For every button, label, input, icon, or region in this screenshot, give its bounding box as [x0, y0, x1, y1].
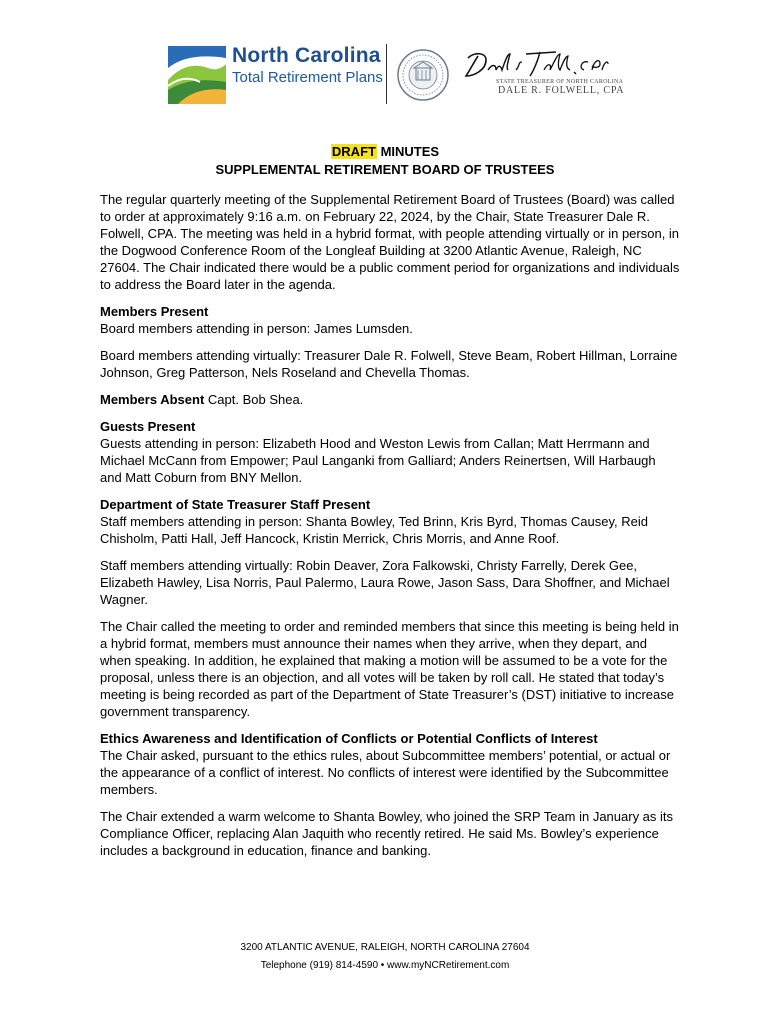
draft-highlight: DRAFT [331, 144, 376, 159]
treasurer-signature-icon [460, 48, 610, 82]
guests-heading: Guests Present [100, 419, 196, 434]
minutes-label: MINUTES [376, 144, 440, 159]
letterhead [168, 42, 625, 106]
guests-paragraph: Guests attending in person: Elizabeth Hood and Weston Lewis from Callan; Matt Herrmann and Michael McCann from Empower; Paul Langanki from Galliard; Anders Reinertsen, Will Harbaugh and Matt Coburn from BNY Mellon. [100, 436, 656, 485]
intro-paragraph: The regular quarterly meeting of the Supplemental Retirement Board of Trustees (Board) was called to order at approximately 9:16 a.m. on February 22, 2024, by the Chair, State Treasurer Dale R. Folwell, CPA. The meeting was held in a hybrid format, with people attending virtually or in person, in the Dogwood Conference Room of the Longleaf Building at 3200 Atlantic Avenue, Raleigh, NC 27604. The Chair indicated there would be a public comment period for organizations and individuals to address the Board later in the agenda. [100, 192, 680, 292]
footer-contact: Telephone (919) 814-4590 • www.myNCRetirement.com [260, 960, 510, 971]
treasurer-title: STATE TREASURER OF NORTH CAROLINA [496, 79, 624, 85]
staff-in-person: Staff members attending in person: Shanta Bowley, Ted Brinn, Kris Byrd, Thomas Causey, Reid Chisholm, Patti Hall, Jeff Hancock, Kristin Merrick, Chris Morris, and Anne Roof. [100, 514, 648, 546]
members-virtual: Board members attending virtually: Treasurer Dale R. Folwell, Steve Beam, Robert Hillman, Lorraine Johnson, Greg Patterson, Nels Roseland and Chevella Thomas. [100, 348, 678, 380]
ethics-heading: Ethics Awareness and Identification of Conflicts or Potential Conflicts of Interest [100, 731, 598, 746]
doc-title-line2: SUPPLEMENTAL RETIREMENT BOARD OF TRUSTEES [215, 162, 555, 177]
footer-address: 3200 ATLANTIC AVENUE, RALEIGH, NORTH CAROLINA 27604 [240, 942, 530, 953]
members-in-person: Board members attending in person: James Lumsden. [100, 321, 413, 336]
nc-mountain-logo-icon [168, 46, 226, 104]
org-name-line2: Total Retirement Plans [232, 69, 383, 86]
ethics-paragraph: The Chair asked, pursuant to the ethics rules, about Subcommittee members’ potential, or actual or the appearance of a conflict of interest. No conflicts of interest were identified by the Subcommittee members. [100, 748, 671, 797]
staff-virtual: Staff members attending virtually: Robin Deaver, Zora Falkowski, Christy Farrelly, Derek Gee, Elizabeth Hawley, Lisa Norris, Paul Palermo, Laura Rowe, Jason Sass, Dara Shoffner, and Michael Wagner. [100, 558, 670, 607]
minutes-body [100, 191, 680, 869]
org-name [232, 44, 383, 88]
staff-heading: Department of State Treasurer Staff Present [100, 497, 371, 512]
welcome-paragraph: The Chair extended a warm welcome to Shanta Bowley, who joined the SRP Team in January as its Compliance Officer, replacing Alan Jaquith who recently retired. He said Ms. Bowley’s experience includes a background in education, finance and banking. [100, 809, 674, 858]
doc-title-line1 [0, 144, 770, 159]
call-to-order-paragraph: The Chair called the meeting to order and reminded members that since this meeting is being held in a hybrid format, members must announce their names when they arrive, when they depart, and when speaking. In addition, he explained that making a motion will be assumed to be a vote for the proposal, unless there is an objection, and all votes will be taken by roll call. He stated that today’s meeting is being recorded as part of the Department of State Treasurer’s (DST) initiative to increase government transparency. [100, 619, 679, 719]
members-absent-text: Capt. Bob Shea. [204, 392, 304, 407]
treasurer-name: DALE R. FOLWELL, CPA [498, 85, 625, 96]
members-absent-heading: Members Absent [100, 392, 205, 407]
members-absent-line [100, 391, 680, 408]
header-divider [386, 44, 387, 104]
members-present-heading: Members Present [100, 304, 209, 319]
state-treasurer-seal-icon [396, 48, 450, 102]
org-name-line1: North Carolina [232, 44, 381, 67]
